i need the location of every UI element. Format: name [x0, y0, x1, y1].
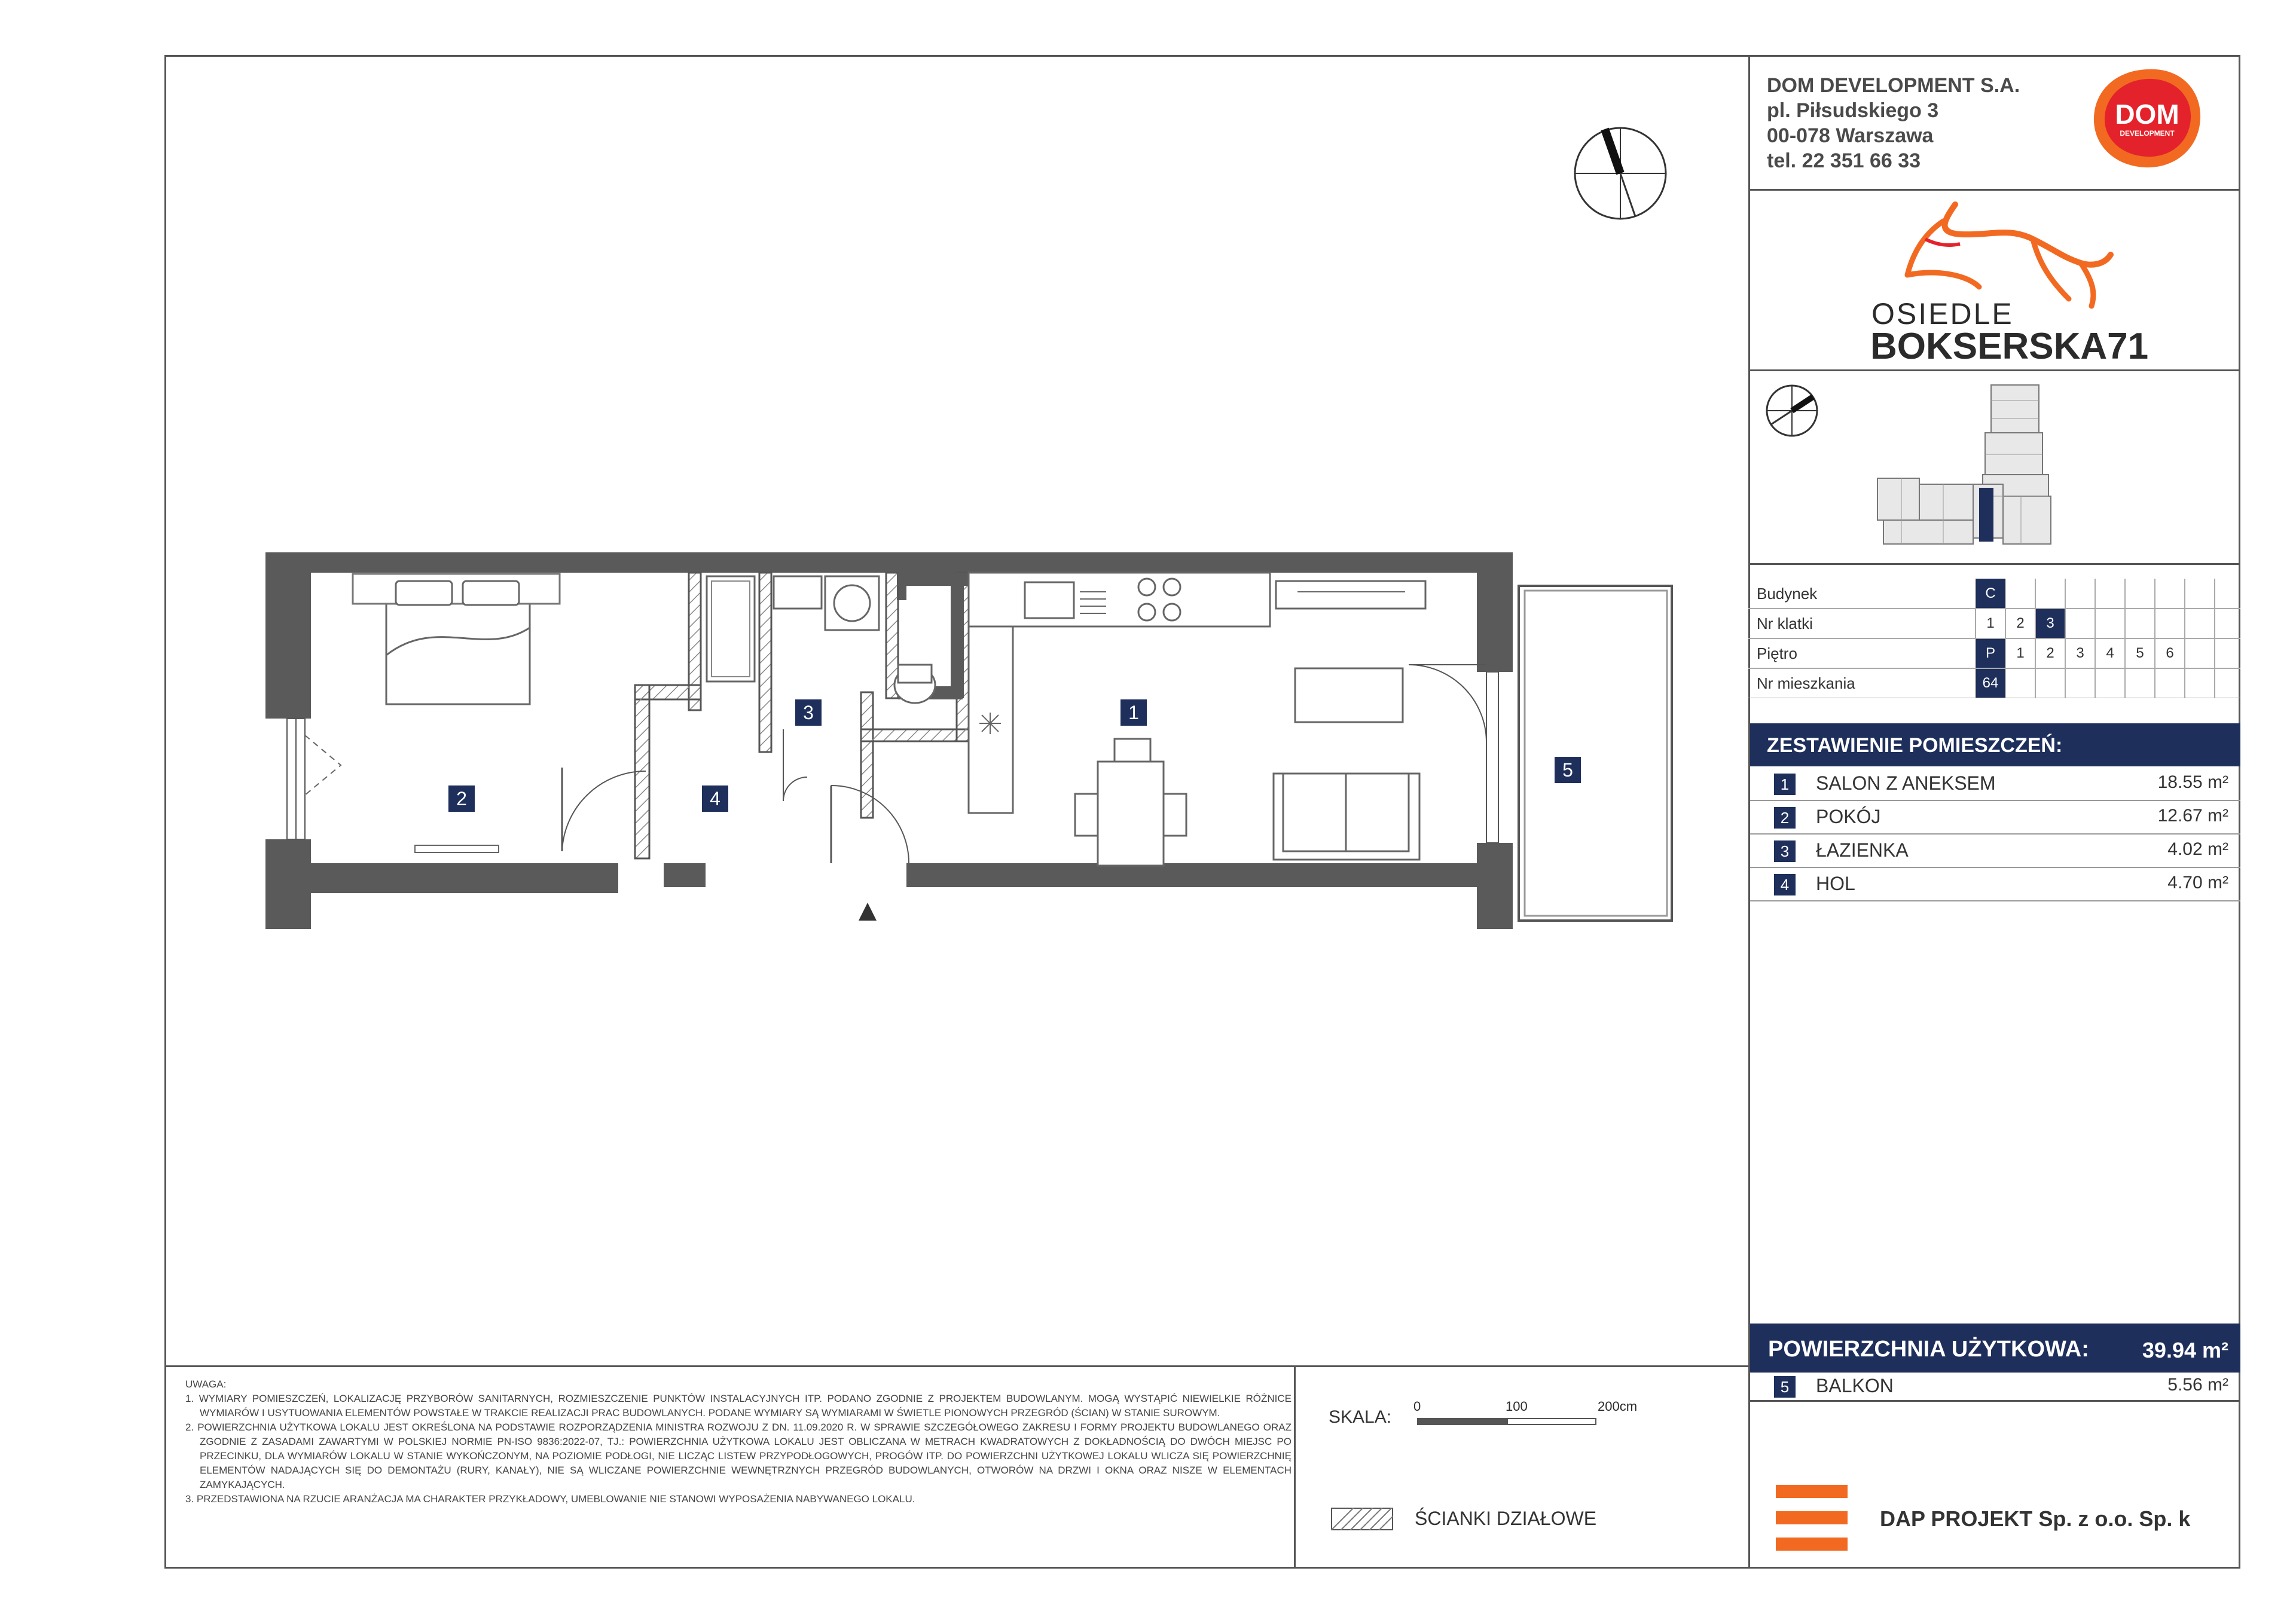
- floor-label: Piętro: [1757, 644, 1797, 662]
- balcony-row: [1750, 1369, 2240, 1402]
- rooms-table: [1750, 766, 2240, 900]
- building-label: Budynek: [1757, 585, 1818, 603]
- total-area-bar: [1750, 1324, 2240, 1373]
- company-address: pl. Piłsudskiego 3: [1767, 99, 1939, 122]
- floor-cell: 6: [2166, 645, 2174, 661]
- designer-name: DAP PROJEKT Sp. z o.o. Sp. k: [1880, 1506, 2191, 1531]
- project-number: 71: [2107, 326, 2149, 367]
- scale-bar: [1413, 1399, 1638, 1434]
- floor-cell: 4: [2106, 645, 2114, 661]
- room-area: 12.67 m²: [2157, 806, 2228, 826]
- room-number: 3: [1774, 840, 1796, 862]
- rooms-header-text: ZESTAWIENIE POMIESZCZEŃ:: [1767, 734, 2063, 757]
- logo-text: DOM: [2115, 99, 2179, 130]
- room-name: ŁAZIENKA: [1816, 839, 1909, 861]
- divider: [1748, 189, 2240, 191]
- note-item: 3. PRZEDSTAWIONA NA RZUCIE ARANŻACJA MA CHARAKTER PRZYKŁADOWY, UMEBLOWANIE NIE STANOWI WYPOSAŻENIA NABYWANEGO LOKALU.: [185, 1493, 915, 1505]
- scale-label: SKALA:: [1329, 1407, 1392, 1427]
- info-grid: [1748, 579, 2240, 698]
- total-area-label: POWIERZCHNIA UŻYTKOWA:: [1768, 1337, 2089, 1362]
- logo-subtext: DEVELOPMENT: [2120, 129, 2175, 137]
- room-number: 1: [1774, 774, 1796, 795]
- building-cell: C: [1976, 579, 2005, 609]
- notes-block: [185, 1377, 1292, 1506]
- apartment-cell: 64: [1976, 668, 2005, 698]
- dap-projekt-logo: [1776, 1485, 1848, 1551]
- room-area: 4.02 m²: [2167, 839, 2228, 859]
- partition-hatch-swatch: [1331, 1508, 1393, 1530]
- room-name: HOL: [1816, 873, 1855, 894]
- company-city: 00-078 Warszawa: [1767, 124, 1934, 147]
- room-name: SALON Z ANEKSEM: [1816, 772, 1996, 794]
- room-row: [1750, 766, 2240, 801]
- room-row: [1750, 800, 2240, 835]
- divider: [1748, 369, 2240, 371]
- room-row: [1750, 867, 2240, 901]
- floor-cell: 3: [2076, 645, 2084, 661]
- room-area: 4.70 m²: [2167, 873, 2228, 893]
- room-name: POKÓJ: [1816, 806, 1881, 827]
- room-tag-3: 3: [795, 699, 822, 726]
- note-item: 1. WYMIARY POMIESZCZEŃ, LOKALIZACJĘ PRZYBORÓW SANITARNYCH, ROZMIESZCZENIE PUNKTÓW INSTALACYJNYCH ITP. PODANO ZGODNIE Z PROJEKTEM BUDOWLANYM. MOGĄ WYSTĄPIĆ NIEWIELKIE RÓŻNICE WYMIARÓW I USYTUOWANIA ELEMENTÓW POWSTAŁE W TRAKCIE REALIZACJI PRAC BUDOWLANYCH. PODANE WYMIARY SĄ WYMIARAMI W ŚWIETLE PIONOWYCH PRZEGRÓD (ŚCIAN) W STANIE SUROWYM.: [185, 1393, 1292, 1419]
- room-row: [1750, 833, 2240, 868]
- total-area-value: 39.94 m²: [2142, 1338, 2228, 1362]
- apartment-label: Nr mieszkania: [1757, 674, 1855, 692]
- company-name: DOM DEVELOPMENT S.A.: [1767, 74, 2020, 97]
- floor-plan: [257, 538, 1680, 956]
- balcony-area: 5.56 m²: [2167, 1375, 2228, 1395]
- floor-cell: 1: [2016, 645, 2025, 661]
- divider: [1748, 563, 2240, 565]
- project-name: BOKSERSKA: [1870, 326, 2108, 367]
- company-phone: tel. 22 351 66 33: [1767, 149, 1921, 172]
- stair-cell-active: 3: [2035, 609, 2065, 638]
- scale-tick-200: 200cm: [1598, 1399, 1638, 1414]
- floor-cell: 5: [2136, 645, 2144, 661]
- project-line1: OSIEDLE: [1871, 297, 2014, 331]
- project-logo: [1854, 197, 2149, 367]
- room-tag-5: 5: [1555, 757, 1581, 783]
- info-grid-lines: [1748, 579, 2240, 698]
- company-header: [1767, 73, 2020, 173]
- floor-cell-active: P: [1976, 638, 2005, 668]
- key-plan-compass-icon: [1765, 384, 1819, 438]
- notes-title: UWAGA:: [185, 1379, 227, 1390]
- stair-cell: 2: [2016, 615, 2025, 631]
- room-tag-4: 4: [702, 785, 728, 812]
- stair-label: Nr klatki: [1757, 615, 1813, 632]
- balcony-name: BALKON: [1816, 1375, 1894, 1396]
- north-compass-icon: [1573, 126, 1668, 221]
- room-tag-1: 1: [1120, 699, 1147, 726]
- project-line2: [1870, 325, 2148, 368]
- dom-development-logo: [2090, 66, 2204, 171]
- floor-cell: 2: [2046, 645, 2054, 661]
- room-area: 18.55 m²: [2157, 772, 2228, 792]
- key-plan-image: [1866, 383, 2081, 550]
- scale-tick-0: 0: [1413, 1399, 1421, 1414]
- room-number: 4: [1774, 874, 1796, 895]
- room-tag-2: 2: [448, 785, 475, 812]
- note-item: 2. POWIERZCHNIA UŻYTKOWA LOKALU JEST OKREŚLONA NA PODSTAWIE ROZPORZĄDZENIA MINISTRA ROZWOJU Z DN. 11.09.2020 R. W SPRAWIE SZCZEGÓŁOWEGO ZAKRESU I FORMY PROJEKTU BUDOWLANEGO ORAZ ZGODNIE Z ZASADAMI ZAWARTYMI W POLSKIEJ NORMIE PN-ISO 9836:2022-07, TJ.: POWIERZCHNIA UŻYTKOWA LOKALU JEST OBLICZANA W METRACH KWADRATOWYCH Z DOKŁADNOŚCIĄ DO DWÓCH MIEJSC PO PRZECINKU, DLA WYMIARÓW LOKALU W STANIE WYKOŃCZONYM, NA POZIOMIE PODŁOGI, NIE LICZĄC LISTEW PRZYPODŁOGOWYCH, PROGÓW ITP. DO POWIERZCHNI UŻYTKOWEJ LOKALU WLICZA SIĘ POWIERZCHNIĘ ELEMENTÓW NADAJĄCYCH SIĘ DO DEMONTAŻU (RURY, KANAŁY), NIE SĄ WLICZANE POWIERZCHNIE WEWNĘTRZNYCH PRZEGRÓD BUDOWLANYCH, OTWORÓW NA DRZWI I OKNA ORAZ NISZE W ELEMENTACH ZAMYKAJĄCYCH.: [185, 1422, 1292, 1490]
- divider: [1294, 1365, 1296, 1569]
- rooms-header: [1750, 723, 2240, 766]
- balcony-number: 5: [1774, 1376, 1796, 1398]
- room-number: 2: [1774, 807, 1796, 829]
- stair-cell: 1: [1986, 615, 1995, 631]
- divider: [164, 1365, 1749, 1367]
- partition-legend-label: ŚCIANKI DZIAŁOWE: [1415, 1508, 1597, 1529]
- scale-tick-100: 100: [1506, 1399, 1528, 1414]
